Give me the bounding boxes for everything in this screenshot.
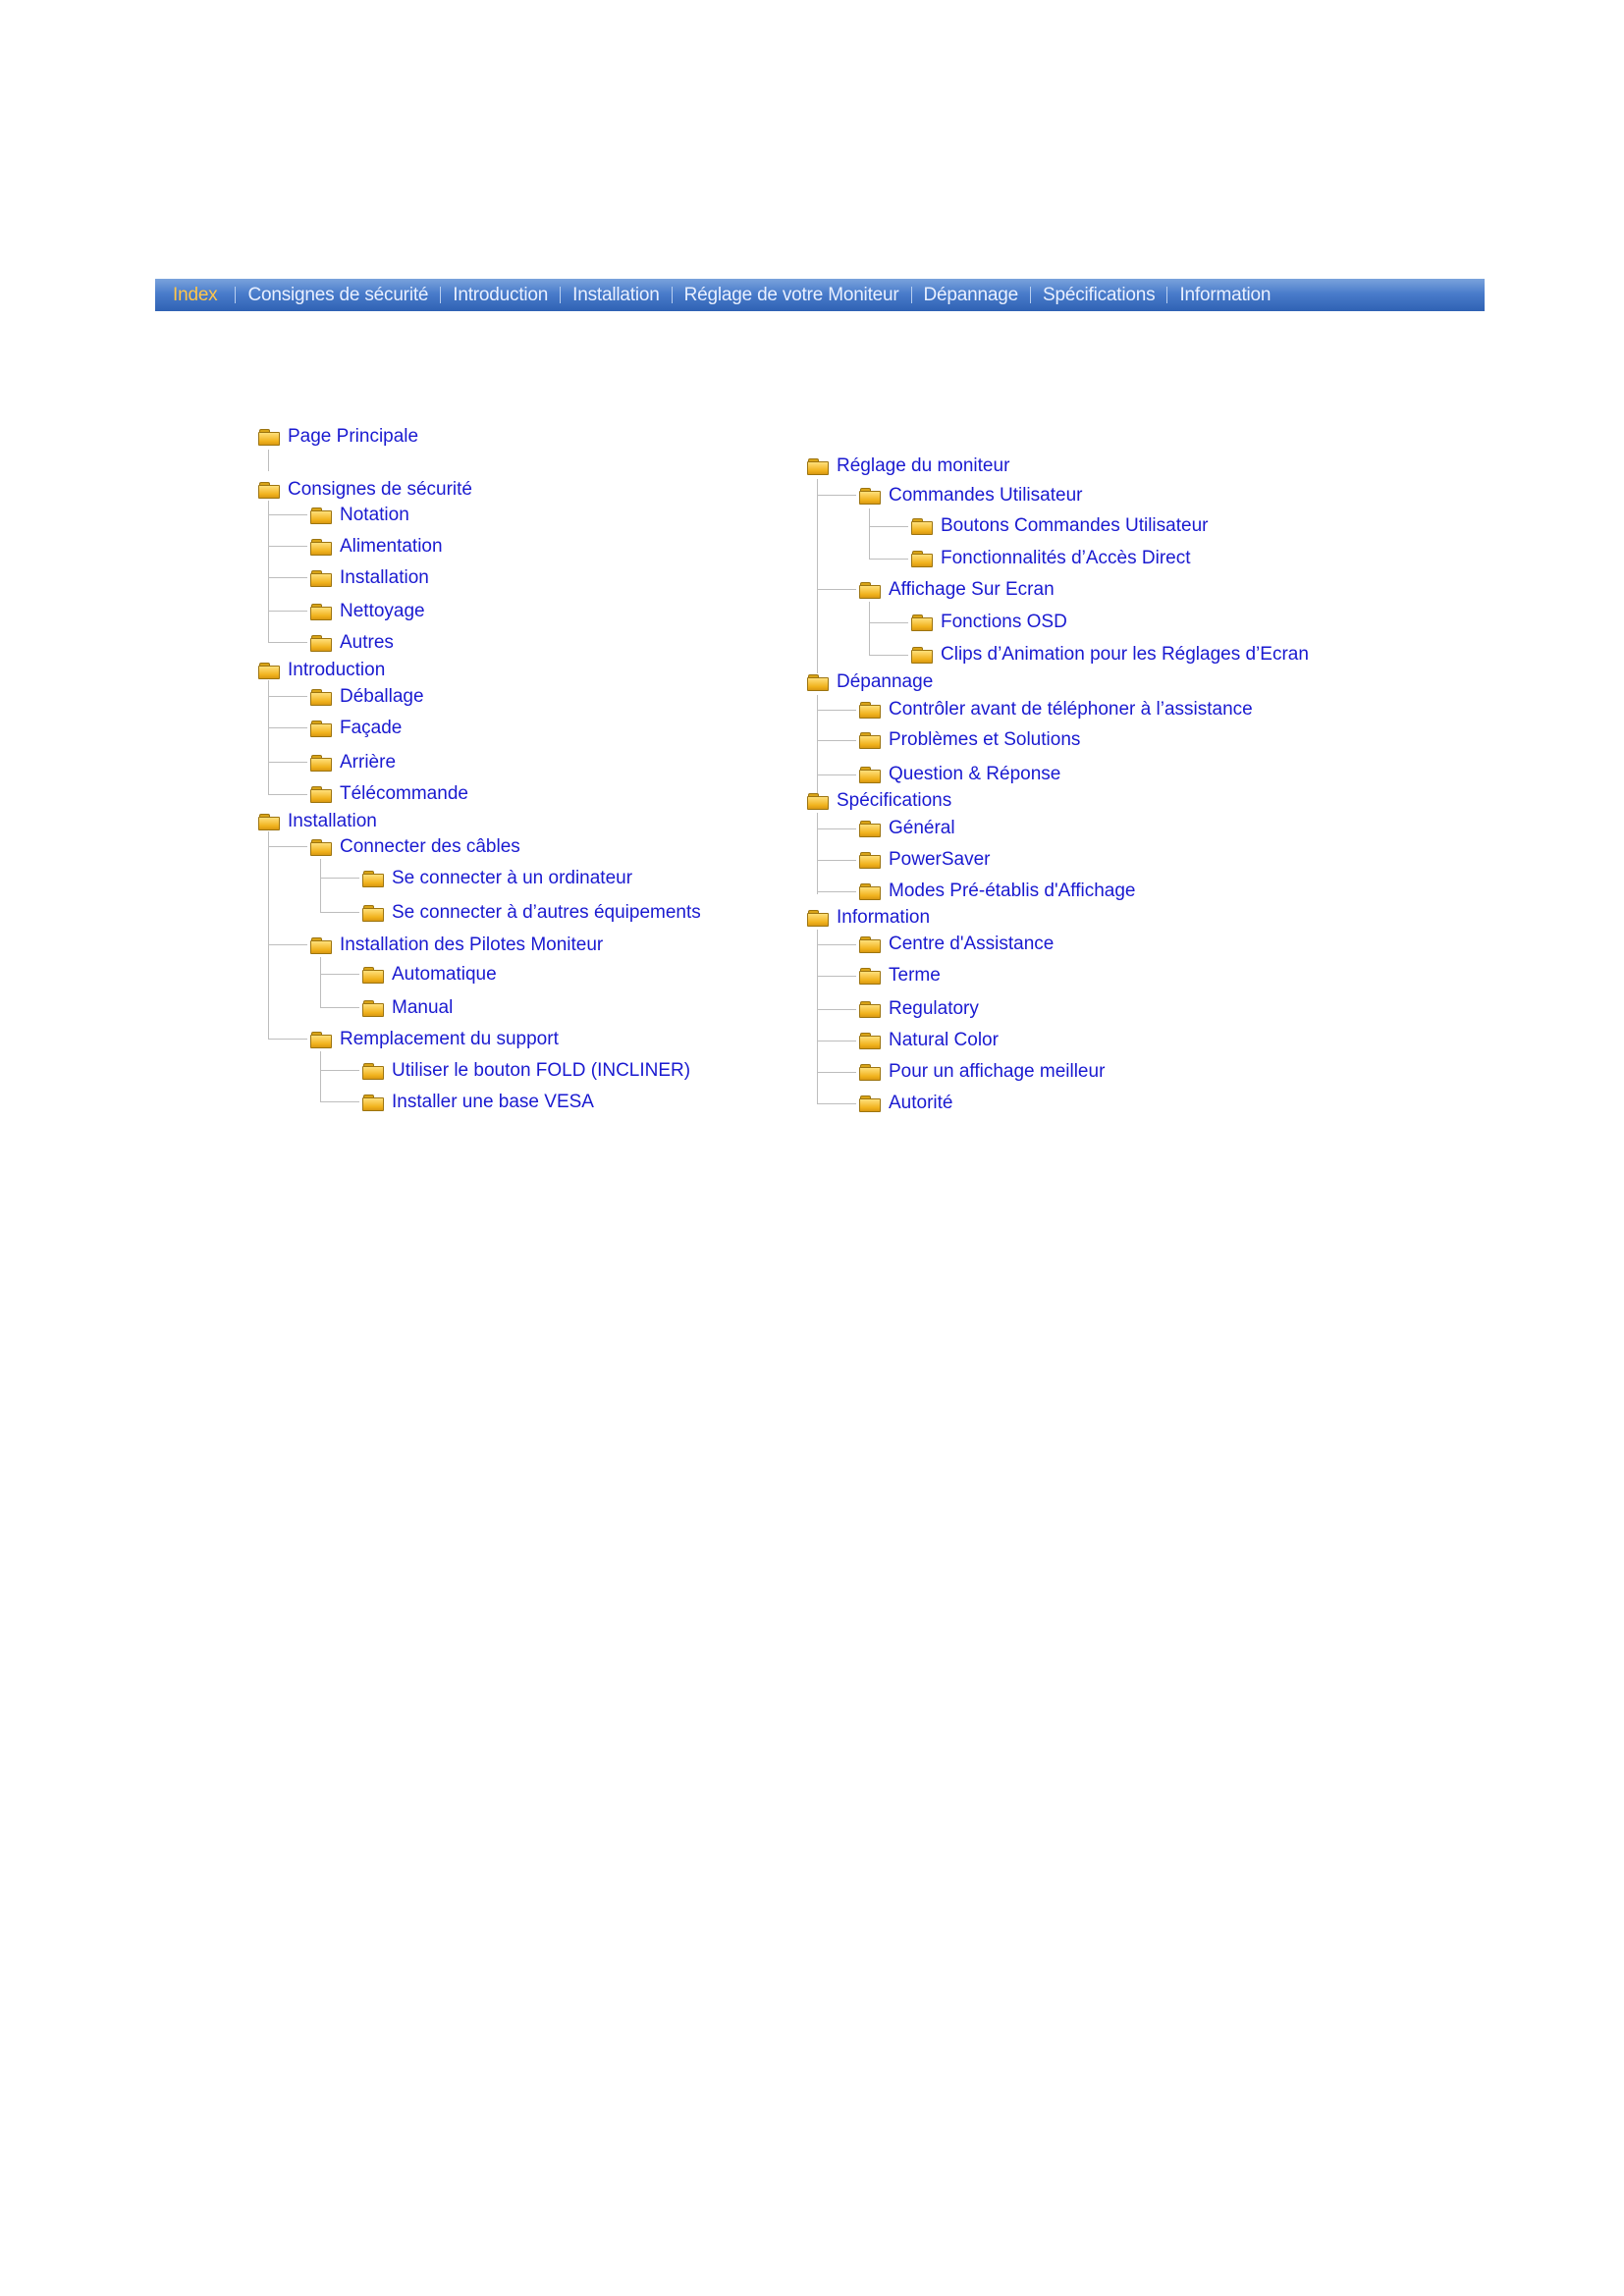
tree-connector (268, 680, 269, 795)
tree-connector (817, 1072, 856, 1073)
tree-item-regulatory[interactable] (859, 996, 979, 1022)
folder-icon (310, 635, 332, 651)
tree-item-affichage-sur-ecran[interactable] (859, 577, 1055, 603)
tree-item-connecter-equipements[interactable] (362, 900, 701, 926)
tree-link[interactable]: Manual (392, 997, 454, 1018)
tree-link[interactable]: Connecter des câbles (340, 836, 520, 857)
folder-icon (859, 1064, 881, 1080)
tree-connector (817, 891, 856, 892)
tree-link[interactable]: Déballage (340, 686, 424, 707)
folder-icon (911, 614, 933, 630)
tree-link[interactable]: Installation des Pilotes Moniteur (340, 934, 604, 955)
tree-item-autres[interactable] (310, 630, 394, 656)
tree-link[interactable]: Arrière (340, 752, 397, 773)
folder-icon (362, 1000, 384, 1016)
tree-item-alimentation[interactable] (310, 534, 443, 560)
tree-link[interactable]: Général (889, 818, 955, 838)
tree-link[interactable]: Installer une base VESA (392, 1092, 594, 1112)
tree-connector (320, 878, 359, 879)
tree-link[interactable]: Page Principale (288, 426, 419, 447)
tree-link[interactable]: Natural Color (889, 1030, 999, 1050)
tree-connector (817, 710, 856, 711)
tree-link[interactable]: Dépannage (837, 671, 934, 692)
tree-item-automatique[interactable] (362, 962, 497, 988)
tree-item-installation[interactable] (258, 809, 377, 834)
tree-connector (817, 740, 856, 741)
folder-icon (362, 967, 384, 983)
tree-item-controler-avant[interactable] (859, 697, 1253, 722)
folder-icon (807, 910, 829, 926)
tree-item-consignes[interactable] (258, 477, 472, 503)
nav-index[interactable]: Index (173, 284, 218, 305)
folder-icon (310, 539, 332, 555)
tree-item-problemes-solutions[interactable] (859, 727, 1080, 753)
tree-item-question-reponse[interactable] (859, 762, 1060, 787)
folder-icon (859, 702, 881, 718)
folder-icon (258, 663, 280, 678)
tree-connector (320, 912, 359, 913)
folder-icon (310, 507, 332, 523)
tree-item-installation-safety[interactable] (310, 565, 429, 591)
tree-item-pilotes[interactable] (310, 933, 603, 958)
tree-item-page-principale[interactable] (258, 424, 418, 450)
tree-connector (869, 559, 908, 560)
folder-icon (859, 767, 881, 782)
tree-connector (869, 602, 870, 656)
tree-item-boutons-commandes[interactable] (911, 513, 1208, 539)
tree-connector (817, 930, 818, 1104)
tree-link[interactable]: Installation (340, 567, 429, 588)
folder-icon (310, 937, 332, 953)
tree-link[interactable]: Autorité (889, 1093, 953, 1113)
tree-link[interactable]: Nettoyage (340, 601, 425, 621)
tree-link[interactable]: Pour un affichage meilleur (889, 1061, 1106, 1082)
tree-connector (268, 611, 307, 612)
folder-icon (362, 1095, 384, 1110)
tree-item-acces-direct[interactable] (911, 546, 1191, 571)
tree-link[interactable]: Contrôler avant de téléphoner à l’assistance (889, 699, 1253, 720)
tree-item-telecommande[interactable] (310, 781, 468, 807)
tree-link[interactable]: Télécommande (340, 783, 468, 804)
tree-link[interactable]: Affichage Sur Ecran (889, 579, 1055, 600)
tree-link[interactable]: Modes Pré-établis d'Affichage (889, 881, 1136, 901)
tree-connector (817, 813, 818, 894)
tree-item-commandes-utilisateur[interactable] (859, 483, 1082, 508)
tree-connector (268, 846, 307, 847)
tree-connector (869, 526, 908, 527)
tree-link[interactable]: Regulatory (889, 998, 979, 1019)
folder-icon (310, 1032, 332, 1047)
tree-connector (320, 974, 359, 975)
tree-link[interactable]: PowerSaver (889, 849, 991, 870)
tree-item-centre-assistance[interactable] (859, 932, 1054, 957)
tree-item-terme[interactable] (859, 963, 941, 988)
tree-item-reglage-moniteur[interactable] (807, 454, 1009, 479)
tree-item-clips-animation[interactable] (911, 642, 1309, 667)
nav-depannage[interactable]: Dépannage (923, 284, 1018, 305)
tree-link[interactable]: Fonctions OSD (941, 612, 1067, 632)
tree-item-deballage[interactable] (310, 684, 424, 710)
nav-installation[interactable]: Installation (572, 284, 660, 305)
tree-connector (268, 794, 307, 795)
folder-icon (362, 1063, 384, 1079)
tree-item-natural-color[interactable] (859, 1028, 999, 1053)
folder-icon (859, 821, 881, 836)
nav-specifications[interactable]: Spécifications (1043, 284, 1156, 305)
folder-icon (310, 755, 332, 771)
folder-icon (258, 482, 280, 498)
tree-item-depannage[interactable] (807, 669, 933, 695)
tree-item-connecter-ordinateur[interactable] (362, 866, 632, 891)
top-nav-bar (155, 279, 1485, 311)
tree-connector (817, 828, 856, 829)
tree-connector (320, 1070, 359, 1071)
tree-link[interactable]: Se connecter à un ordinateur (392, 868, 633, 888)
folder-icon (807, 793, 829, 809)
nav-reglage[interactable]: Réglage de votre Moniteur (683, 284, 899, 305)
folder-icon (859, 1095, 881, 1111)
nav-consignes[interactable]: Consignes de sécurité (247, 284, 429, 305)
tree-connector (869, 622, 908, 623)
tree-connector (268, 642, 307, 643)
tree-item-arriere[interactable] (310, 750, 396, 775)
tree-connector (320, 957, 321, 1008)
folder-icon (310, 839, 332, 855)
tree-connector (268, 546, 307, 547)
tree-item-remplacement-support[interactable] (310, 1027, 559, 1052)
tree-connector (320, 1007, 359, 1008)
nav-introduction[interactable]: Introduction (453, 284, 549, 305)
folder-icon (859, 732, 881, 748)
tree-link[interactable]: Consignes de sécurité (288, 479, 472, 500)
folder-icon (859, 488, 881, 504)
tree-item-specifications[interactable] (807, 788, 951, 814)
folder-icon (310, 689, 332, 705)
tree-link[interactable]: Automatique (392, 964, 497, 985)
tree-link[interactable]: Terme (889, 965, 941, 986)
tree-link[interactable]: Centre d'Assistance (889, 934, 1055, 954)
tree-link[interactable]: Fonctionnalités d’Accès Direct (941, 548, 1191, 568)
tree-item-information[interactable] (807, 905, 930, 931)
folder-icon (258, 814, 280, 829)
tree-link[interactable]: Boutons Commandes Utilisateur (941, 515, 1209, 536)
tree-link[interactable]: Façade (340, 718, 403, 738)
tree-link[interactable]: Spécifications (837, 790, 952, 811)
folder-icon (859, 582, 881, 598)
folder-icon (310, 721, 332, 736)
folder-icon (859, 968, 881, 984)
tree-connector (869, 508, 870, 560)
folder-icon (310, 604, 332, 619)
folder-icon (362, 905, 384, 921)
tree-link[interactable]: Clips d’Animation pour les Réglages d’Ecran (941, 644, 1309, 665)
folder-icon (859, 936, 881, 952)
tree-connector (268, 944, 307, 945)
tree-connector (268, 727, 307, 728)
tree-connector (268, 762, 307, 763)
tree-item-autorite[interactable] (859, 1091, 952, 1116)
folder-icon (911, 518, 933, 534)
folder-icon (859, 883, 881, 899)
tree-connector (817, 479, 818, 673)
tree-item-powersaver[interactable] (859, 847, 991, 873)
tree-link[interactable]: Notation (340, 505, 409, 525)
tree-item-bouton-fold[interactable] (362, 1058, 690, 1084)
nav-information[interactable]: Information (1179, 284, 1272, 305)
tree-link[interactable]: Réglage du moniteur (837, 455, 1010, 476)
folder-icon (911, 647, 933, 663)
tree-connector (817, 944, 856, 945)
folder-icon (310, 570, 332, 586)
folder-icon (807, 674, 829, 690)
tree-item-introduction[interactable] (258, 658, 385, 683)
tree-link[interactable]: Autres (340, 632, 394, 653)
tree-link[interactable]: Installation (288, 811, 377, 831)
tree-item-affichage-meilleur[interactable] (859, 1059, 1105, 1085)
tree-connector (817, 1009, 856, 1010)
tree-link[interactable]: Utiliser le bouton FOLD (INCLINER) (392, 1060, 691, 1081)
tree-item-facade[interactable] (310, 716, 402, 741)
tree-item-manual[interactable] (362, 995, 453, 1021)
tree-connector (268, 577, 307, 578)
tree-connector (268, 450, 269, 471)
tree-connector (817, 774, 856, 775)
tree-link[interactable]: Problèmes et Solutions (889, 729, 1081, 750)
tree-connector (869, 655, 908, 656)
tree-connector (817, 589, 856, 590)
folder-icon (859, 1033, 881, 1048)
tree-connector (268, 501, 269, 643)
tree-link[interactable]: Se connecter à d’autres équipements (392, 902, 701, 923)
tree-item-nettoyage[interactable] (310, 599, 425, 624)
tree-connector (817, 860, 856, 861)
folder-icon (859, 852, 881, 868)
folder-icon (258, 429, 280, 445)
folder-icon (859, 1001, 881, 1017)
tree-item-base-vesa[interactable] (362, 1090, 594, 1115)
tree-connector (268, 831, 269, 1040)
tree-link[interactable]: Information (837, 907, 931, 928)
tree-connector (320, 1101, 359, 1102)
tree-item-modes-preetablis[interactable] (859, 879, 1135, 904)
tree-connector (817, 976, 856, 977)
tree-connector (817, 1103, 856, 1104)
tree-item-fonctions-osd[interactable] (911, 610, 1067, 635)
folder-icon (362, 871, 384, 886)
tree-connector (817, 495, 856, 496)
tree-connector (268, 696, 307, 697)
tree-item-general[interactable] (859, 816, 955, 841)
folder-icon (807, 458, 829, 474)
folder-icon (310, 786, 332, 802)
tree-link[interactable]: Introduction (288, 660, 386, 680)
tree-link[interactable]: Question & Réponse (889, 764, 1061, 784)
tree-connector (320, 859, 321, 913)
tree-link[interactable]: Commandes Utilisateur (889, 485, 1083, 506)
tree-item-connecter-cables[interactable] (310, 834, 520, 860)
tree-link[interactable]: Alimentation (340, 536, 443, 557)
tree-item-notation[interactable] (310, 503, 409, 528)
tree-connector (268, 1039, 307, 1040)
folder-icon (911, 551, 933, 566)
tree-connector (268, 514, 307, 515)
tree-link[interactable]: Remplacement du support (340, 1029, 559, 1049)
tree-connector (320, 1051, 321, 1102)
